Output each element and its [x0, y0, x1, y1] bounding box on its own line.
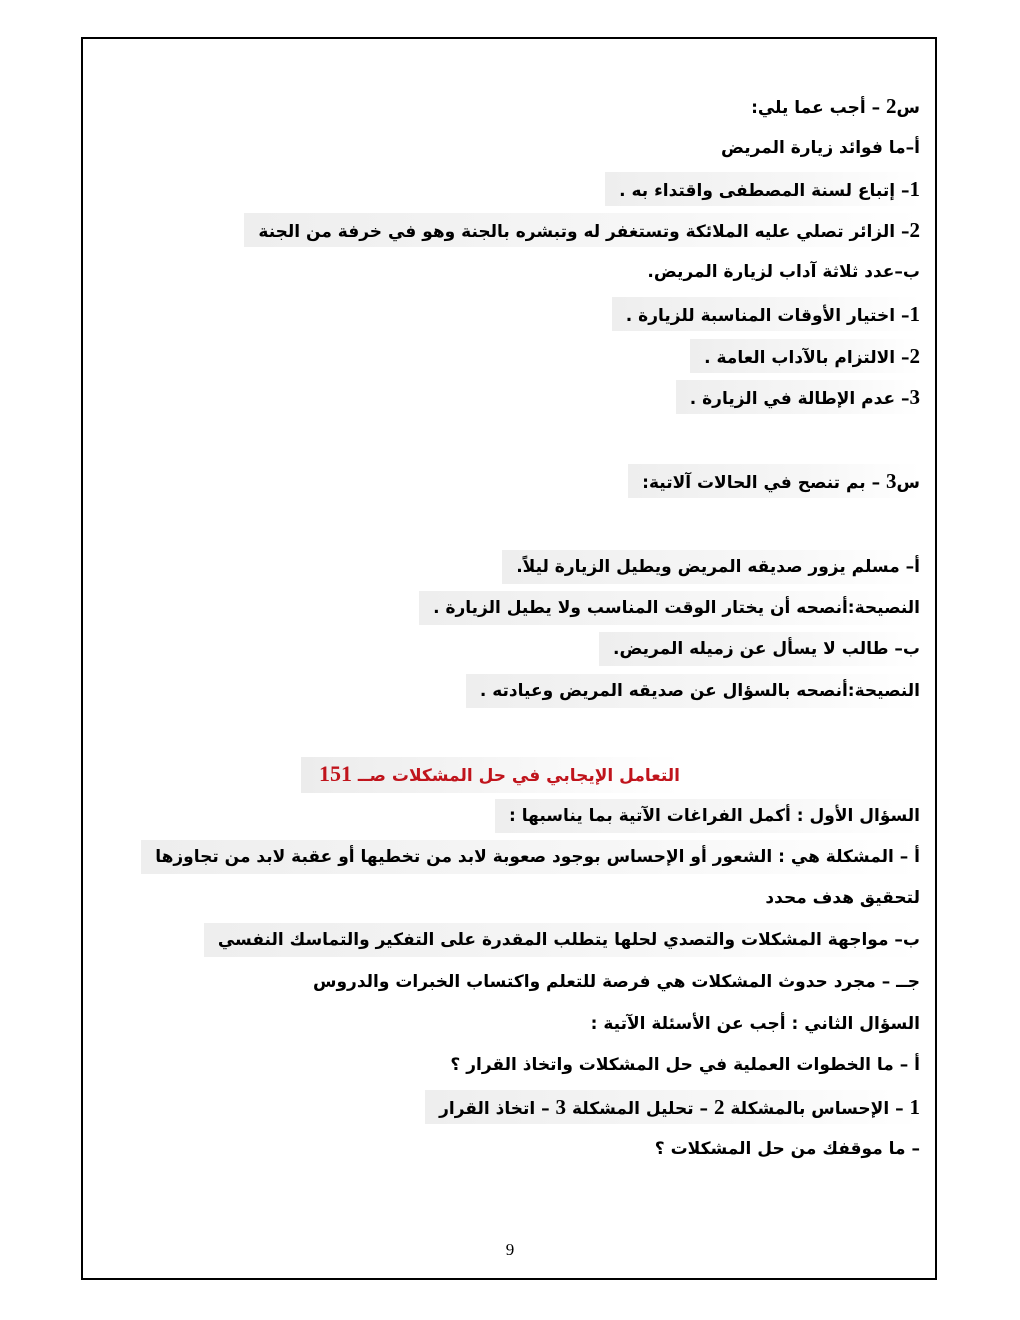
- q3-title-prefix: س: [896, 473, 920, 493]
- step-1-number: 1: [909, 1095, 920, 1119]
- q3-title-number: 3: [886, 469, 897, 493]
- q3-title: [628, 464, 920, 498]
- section-q1-b: ب– مواجهة المشكلات والتصدي لحلها يتطلب المقدرة على التفكير والتماسك النفسي: [204, 923, 920, 957]
- section-q2-b-question: – ما موقفك من حل المشكلات ؟: [654, 1139, 920, 1159]
- q2-b-answer-1: [612, 297, 920, 331]
- page-number: 9: [505, 1240, 515, 1259]
- section-q1-c: جــ – مجرد حدوث المشكلات هي فرصة للتعلم واكتساب الخبرات والدروس: [313, 972, 920, 992]
- q3-b-advice: النصيحة:أنصحه بالسؤال عن صديقه المريض وعيادته .: [466, 674, 920, 708]
- step-2-number: 2: [713, 1095, 725, 1119]
- q3-b-case: ب– طالب لا يسأل عن زميله المريض.: [599, 632, 920, 666]
- section-heading-page: 151: [318, 761, 352, 786]
- q2-b-answer-2-number: 2: [909, 344, 920, 368]
- q2-a-answer-2-text: – الزائر تصلي عليه الملائكة وتستغفر له وتبشره بالجنة وهو في خرفة من الجنة: [258, 222, 910, 242]
- section-q2-steps: [425, 1090, 920, 1124]
- q2-b-answer-3: [676, 380, 920, 414]
- q2-title-number: 2: [886, 94, 897, 118]
- section-q1-a-line-2: لتحقيق هدف محدد: [765, 888, 920, 908]
- step-3-text: – اتخاذ القرار: [439, 1099, 556, 1119]
- q2-a-answer-2-number: 2: [909, 218, 920, 242]
- q3-a-case: أ– مسلم يزور صديقه المريض ويطيل الزيارة ليلاً.: [502, 550, 920, 584]
- section-q1-title: السؤال الأول : أكمل الفراغات الآتية بما يناسبها :: [495, 799, 920, 833]
- section-q1-a-line-1: أ – المشكلة هي : الشعور أو الإحساس بوجود صعوبة لابد من تخطيها أو عقبة لابد من تجاوزها: [141, 840, 920, 874]
- q2-title-text: – أجب عما يلي:: [751, 98, 887, 118]
- q2-title-prefix: س: [896, 98, 920, 118]
- q2-a-answer-1: [605, 172, 920, 206]
- q2-a-answer-1-number: 1: [909, 177, 920, 201]
- q2-b-answer-3-number: 3: [909, 385, 920, 409]
- q2-b-answer-2: [690, 339, 920, 373]
- q2-b-answer-2-text: – الالتزام بالآداب العامة .: [704, 348, 910, 368]
- q2-b-answer-3-text: – عدم الإطالة في الزيارة .: [689, 389, 910, 409]
- q2-title: [751, 89, 920, 123]
- section-heading-text: التعامل الإيجابي في حل المشكلات صــ: [351, 766, 680, 786]
- q3-title-text: – بم تنصح في الحالات آلاتية:: [642, 473, 887, 493]
- q2-b-answer-1-text: – اختيار الأوقات المناسبة للزيارة .: [625, 306, 910, 326]
- section-q2-a-question: أ – ما الخطوات العملية في حل المشكلات واتخاذ القرار ؟: [450, 1055, 920, 1075]
- step-3-number: 3: [555, 1095, 567, 1119]
- step-2-text: – تحليل المشكلة: [566, 1099, 714, 1119]
- section-q2-title: السؤال الثاني : أجب عن الأسئلة الآتية :: [590, 1014, 920, 1034]
- q2-a-answer-2: [244, 213, 920, 247]
- section-heading: [301, 757, 680, 793]
- q2-b-question: ب–عدد ثلاثة آداب لزيارة المريض.: [647, 262, 920, 282]
- q2-b-answer-1-number: 1: [909, 302, 920, 326]
- q3-a-advice: النصيحة:أنصحه أن يختار الوقت المناسب ولا يطيل الزيارة .: [419, 591, 920, 625]
- step-1-text: – الإحساس بالمشكلة: [724, 1099, 910, 1119]
- q2-a-question: أ–ما فوائد زيارة المريض: [721, 138, 920, 158]
- q2-a-answer-1-text: – إتباع لسنة المصطفى واقتداء به .: [619, 181, 910, 201]
